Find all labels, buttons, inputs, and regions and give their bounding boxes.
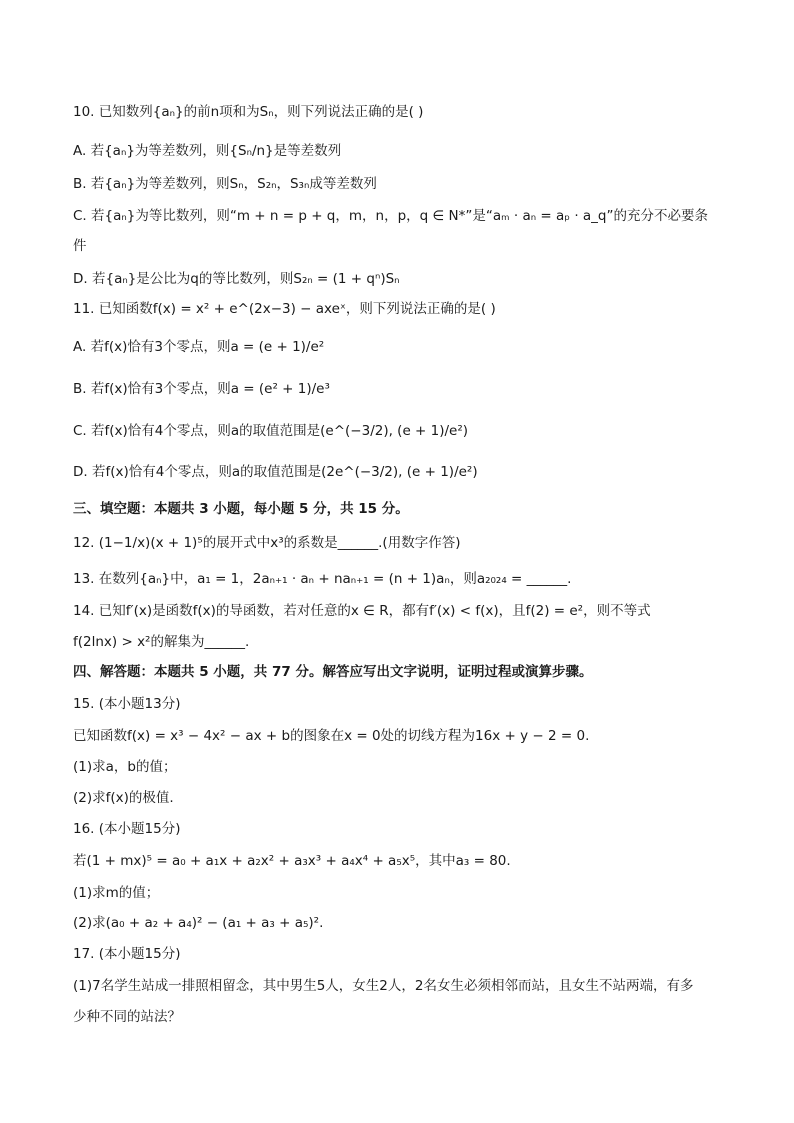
question-11: 11. 已知函数f(x) = x² + e^(2x−3) − axeˣ，则下列说法正确的是( ): [73, 301, 496, 317]
section-fill-in-heading: 三、填空题：本题共 3 小题，每小题 5 分，共 15 分。: [73, 501, 409, 517]
q10-option-c-continued: 件: [73, 238, 87, 254]
question-14: 14. 已知f′(x)是函数f(x)的导函数，若对任意的x ∈ R，都有f′(x) < f(x)，且f(2) = e²，则不等式: [73, 603, 651, 619]
question-16-part-1: (1)求m的值；: [73, 885, 160, 901]
q11-option-d: D. 若f(x)恰有4个零点，则a的取值范围是(2e^(−3/2), (e + 1)/e²): [73, 464, 478, 480]
question-16-part-2: (2)求(a₀ + a₂ + a₄)² − (a₁ + a₃ + a₅)².: [73, 915, 324, 931]
question-15-stem: 已知函数f(x) = x³ − 4x² − ax + b的图象在x = 0处的切线方程为16x + y − 2 = 0.: [73, 728, 590, 744]
question-15-header: 15. (本小题13分): [73, 696, 181, 712]
question-12: 12. (1−1/x)(x + 1)⁵的展开式中x³的系数是______.(用数字作答): [73, 535, 461, 551]
question-17-part-1-continued: 少种不同的站法？: [73, 1009, 181, 1025]
question-16-header: 16. (本小题15分): [73, 821, 181, 837]
question-17-part-1: (1)7名学生站成一排照相留念，其中男生5人，女生2人，2名女生必须相邻而站，且女生不站两端，有多: [73, 978, 694, 994]
q11-option-a: A. 若f(x)恰有3个零点，则a = (e + 1)/e²: [73, 339, 325, 355]
question-15-part-2: (2)求f(x)的极值.: [73, 790, 174, 806]
question-17-header: 17. (本小题15分): [73, 946, 181, 962]
section-answer-heading: 四、解答题：本题共 5 小题，共 77 分。解答应写出文字说明，证明过程或演算步骤。: [73, 664, 593, 680]
question-13: 13. 在数列{aₙ}中，a₁ = 1，2aₙ₊₁ · aₙ + naₙ₊₁ = (n + 1)aₙ，则a₂₀₂₄ = ______.: [73, 571, 572, 587]
question-15-part-1: (1)求a，b的值；: [73, 759, 177, 775]
question-16-stem: 若(1 + mx)⁵ = a₀ + a₁x + a₂x² + a₃x³ + a₄x⁴ + a₅x⁵，其中a₃ = 80.: [73, 853, 511, 869]
q10-option-d: D. 若{aₙ}是公比为q的等比数列，则S₂ₙ = (1 + qⁿ)Sₙ: [73, 271, 400, 287]
q10-option-c: C. 若{aₙ}为等比数列，则“m + n = p + q，m，n，p，q ∈ N*”是“aₘ · aₙ = aₚ · a_q”的充分不必要条: [73, 208, 709, 224]
q11-option-b: B. 若f(x)恰有3个零点，则a = (e² + 1)/e³: [73, 381, 330, 397]
q10-option-a: A. 若{aₙ}为等差数列，则{Sₙ/n}是等差数列: [73, 143, 342, 159]
question-14-continued: f(2lnx) > x²的解集为______.: [73, 634, 250, 650]
q10-option-b: B. 若{aₙ}为等差数列，则Sₙ，S₂ₙ，S₃ₙ成等差数列: [73, 176, 377, 192]
q11-option-c: C. 若f(x)恰有4个零点，则a的取值范围是(e^(−3/2), (e + 1)/e²): [73, 423, 469, 439]
question-10: 10. 已知数列{aₙ}的前n项和为Sₙ，则下列说法正确的是( ): [73, 104, 424, 120]
